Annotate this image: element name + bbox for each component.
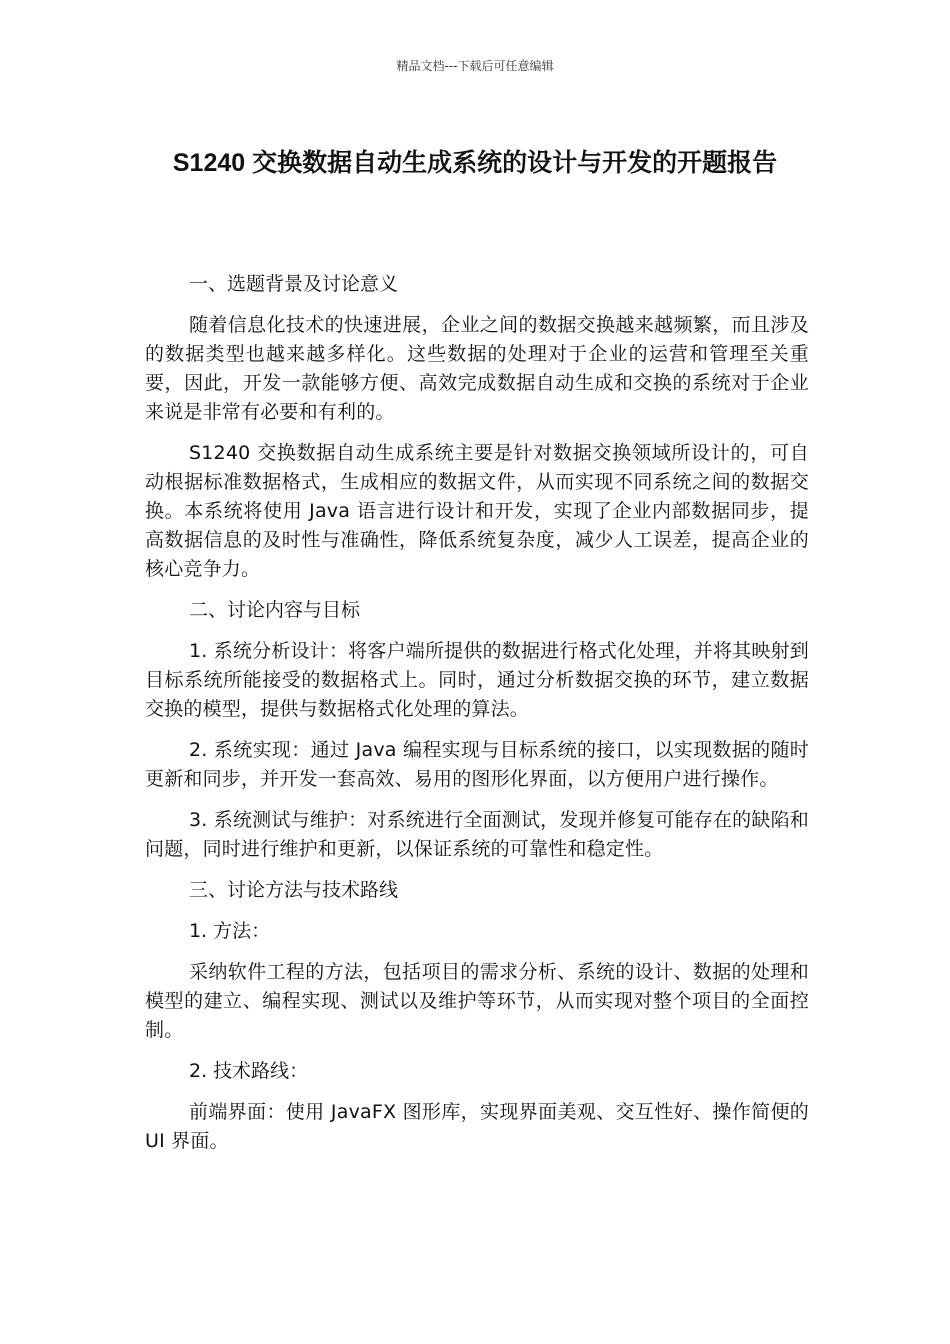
- paragraph-background-1: 随着信息化技术的快速进展，企业之间的数据交换越来越频繁，而且涉及的数据类型也越来越多样化。这些数据的处理对于企业的运营和管理至关重要，因此，开发一款能够方便、高效完成数据自动生成和交换的系统对于企业来说是非常有必要和有利的。: [145, 314, 809, 423]
- paragraph-system-testing: 3. 系统测试与维护：对系统进行全面测试，发现并修复可能存在的缺陷和问题，同时进行维护和更新，以保证系统的可靠性和稳定性。: [145, 809, 809, 860]
- paragraph-system-implementation: 2. 系统实现：通过 Java 编程实现与目标系统的接口，以实现数据的随时更新和同步，并开发一套高效、易用的图形化界面，以方便用户进行操作。: [145, 739, 809, 790]
- header-note: 精品文档---下载后可任意编辑: [396, 59, 554, 73]
- section-heading-background: 一、选题背景及讨论意义: [189, 273, 399, 295]
- document-body: [145, 270, 809, 1168]
- subheading-technical-route: 2. 技术路线：: [189, 1060, 309, 1082]
- paragraph-frontend: 前端界面：使用 JavaFX 图形库，实现界面美观、交互性好、操作简便的 UI 界面。: [145, 1101, 809, 1152]
- paragraph-background-2: S1240 交换数据自动生成系统主要是针对数据交换领域所设计的，可自动根据标准数据格式，生成相应的数据文件，从而实现不同系统之间的数据交换。本系统将使用 Java 语言进行设计和开发，实现了企业内部数据同步，提高数据信息的及时性与准确性，降低系统复杂度，减少人工误差，提高企业的核心竞争力。: [145, 442, 809, 580]
- paragraph-system-analysis: 1. 系统分析设计：将客户端所提供的数据进行格式化处理，并将其映射到目标系统所能接受的数据格式上。同时，通过分析数据交换的环节，建立数据交换的模型，提供与数据格式化处理的算法。: [145, 640, 809, 720]
- section-heading-content-goals: 二、讨论内容与目标: [189, 599, 361, 621]
- paragraph-method: 采纳软件工程的方法，包括项目的需求分析、系统的设计、数据的处理和模型的建立、编程实现、测试以及维护等环节，从而实现对整个项目的全面控制。: [145, 961, 809, 1041]
- subheading-method: 1. 方法：: [189, 920, 271, 942]
- section-heading-methods: 三、讨论方法与技术路线: [189, 879, 399, 901]
- document-title: S1240 交换数据自动生成系统的设计与开发的开题报告: [172, 149, 778, 177]
